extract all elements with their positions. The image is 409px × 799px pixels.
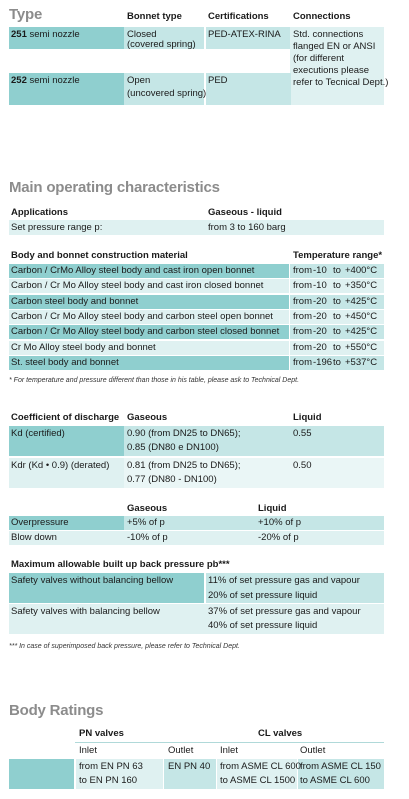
overpressure-label: Overpressure [11,517,69,528]
kd-gas-1: 0.90 (from DN25 to DN65); [127,428,241,439]
material-temp-to: to [333,342,341,353]
material-temp-from: from [293,296,312,307]
material-temp-to: to [333,296,341,307]
kdr-gas-2: 0.77 (DN80 - DN100) [127,474,217,485]
material-temp-from: from [293,357,312,368]
material-temp-from: from [293,311,312,322]
pn-header: PN valves [79,728,124,739]
blowdown-gas: -10% of p [127,532,168,543]
material-temp-from: from [293,280,312,291]
type-251: 251 semi nozzle [11,29,80,40]
bonnet-open-note: (uncovered spring) [127,88,207,99]
cl-inlet-2: to ASME CL 1500 [220,775,296,786]
bp-with-v2: 40% of set pressure liquid [208,620,318,631]
pressure-liquid: Liquid [258,503,287,514]
bp-footnote: *** In case of superimposed back pressure, please refer to Technical Dept. [9,643,240,650]
material-temp-t1: -20 [313,326,327,337]
discharge-header: Coefficient of discharge [11,412,120,423]
material-temp-t2: +400°C [345,265,378,276]
bp-without-v2: 20% of set pressure liquid [208,590,318,601]
material-temp-to: to [333,326,341,337]
bp-without-label: Safety valves without balancing bellow [11,575,174,586]
kd-gas-2: 0.85 (DN80 e DN100) [127,442,219,453]
material-name: Carbon steel body and bonnet [11,296,139,307]
pn-inlet-2: to EN PN 160 [79,775,138,786]
material-temp-t1: -20 [313,342,327,353]
bonnet-closed: Closed [127,29,157,40]
set-pressure-label: Set pressure range p: [11,222,103,233]
applications-label: Applications [11,207,69,218]
cert-252: PED [208,75,228,86]
connections-line: refer to Tecnical Dept.) [293,77,389,88]
material-name: Carbon / Cr Mo Alloy steel body and carbon steel closed bonnet [11,326,280,337]
connections-line: executions please [293,65,370,76]
cl-outlet-2: to ASME CL 600 [300,775,370,786]
temp-footnote: * For temperature and pressure different than those in his table, please ask to Technical Dept. [9,377,300,384]
backpressure-header: Maximum allowable built up back pressure pb*** [11,559,230,570]
connections-line: flanged EN or ANSI [293,41,376,52]
bonnet-open: Open [127,75,151,86]
bp-with-label: Safety valves with balancing bellow [11,606,160,617]
cl-outlet-header: Outlet [300,745,326,756]
cl-inlet-1: from ASME CL 600 [220,761,301,772]
connections-header: Connections [293,11,351,22]
pn-inlet-1: from EN PN 63 [79,761,143,772]
material-temp-t1: -10 [313,265,327,276]
material-temp-t2: +425°C [345,296,378,307]
type-252: 252 semi nozzle [11,75,80,86]
discharge-liquid: Liquid [293,412,322,423]
blowdown-label: Blow down [11,532,57,543]
material-temp-t1: -20 [313,296,327,307]
set-pressure-value: from 3 to 160 barg [208,222,286,233]
bp-with-v1: 37% of set pressure gas and vapour [208,606,361,617]
material-header: Body and bonnet construction material [11,250,188,261]
material-name: Carbon / Cr Mo Alloy steel body and carbon steel open bonnet [11,311,273,322]
material-temp-to: to [333,311,341,322]
pn-outlet-header: Outlet [168,745,194,756]
discharge-gaseous: Gaseous [127,412,168,423]
ratings-title: Body Ratings [9,702,104,719]
material-temp-from: from [293,342,312,353]
material-temp-from: from [293,326,312,337]
material-temp-t1: -20 [313,311,327,322]
pn-inlet-header: Inlet [79,745,97,756]
connections-line: Std. connections [293,29,364,40]
cert-251: PED-ATEX-RINA [208,29,281,40]
blowdown-liq: -20% of p [258,532,299,543]
kdr-label: Kdr (Kd • 0.9) (derated) [11,460,110,471]
overpressure-gas: +5% of p [127,517,165,528]
material-temp-to: to [333,357,341,368]
material-temp-t2: +350°C [345,280,378,291]
certifications-header: Certifications [208,11,269,22]
connections-line: (for different [293,53,345,64]
material-name: St. steel body and bonnet [11,357,119,368]
material-temp-t2: +450°C [345,311,378,322]
material-temp-t1: -10 [313,280,327,291]
material-temp-from: from [293,265,312,276]
cl-header: CL valves [258,728,303,739]
material-temp-to: to [333,280,341,291]
material-name: Carbon / Cr Mo Alloy steel body and cast iron closed bonnet [11,280,264,291]
kd-label: Kd (certified) [11,428,65,439]
material-temp-t2: +425°C [345,326,378,337]
bp-without-v1: 11% of set pressure gas and vapour [208,575,360,586]
type-title: Type [9,6,43,23]
material-temp-t2: +550°C [345,342,378,353]
cl-outlet-1: from ASME CL 150 [300,761,381,772]
material-temp-t1: -196 [313,357,333,368]
pn-outlet: EN PN 40 [168,761,211,772]
material-name: Cr Mo Alloy steel body and bonnet [11,342,156,353]
material-temp-t2: +537°C [345,357,378,368]
material-temp-to: to [333,265,341,276]
bonnet-type-header: Bonnet type [127,11,182,22]
kdr-gas-1: 0.81 (from DN25 to DN65); [127,460,241,471]
overpressure-liq: +10% of p [258,517,302,528]
temp-header: Temperature range* [293,250,383,261]
material-name: Carbon / CrMo Alloy steel body and cast iron open bonnet [11,265,255,276]
kdr-liquid: 0.50 [293,460,312,471]
pressure-gaseous: Gaseous [127,503,168,514]
kd-liquid: 0.55 [293,428,312,439]
main-title: Main operating characteristics [9,179,220,196]
cl-inlet-header: Inlet [220,745,238,756]
applications-value: Gaseous - liquid [208,207,282,218]
bonnet-closed-note: (covered spring) [127,39,196,50]
